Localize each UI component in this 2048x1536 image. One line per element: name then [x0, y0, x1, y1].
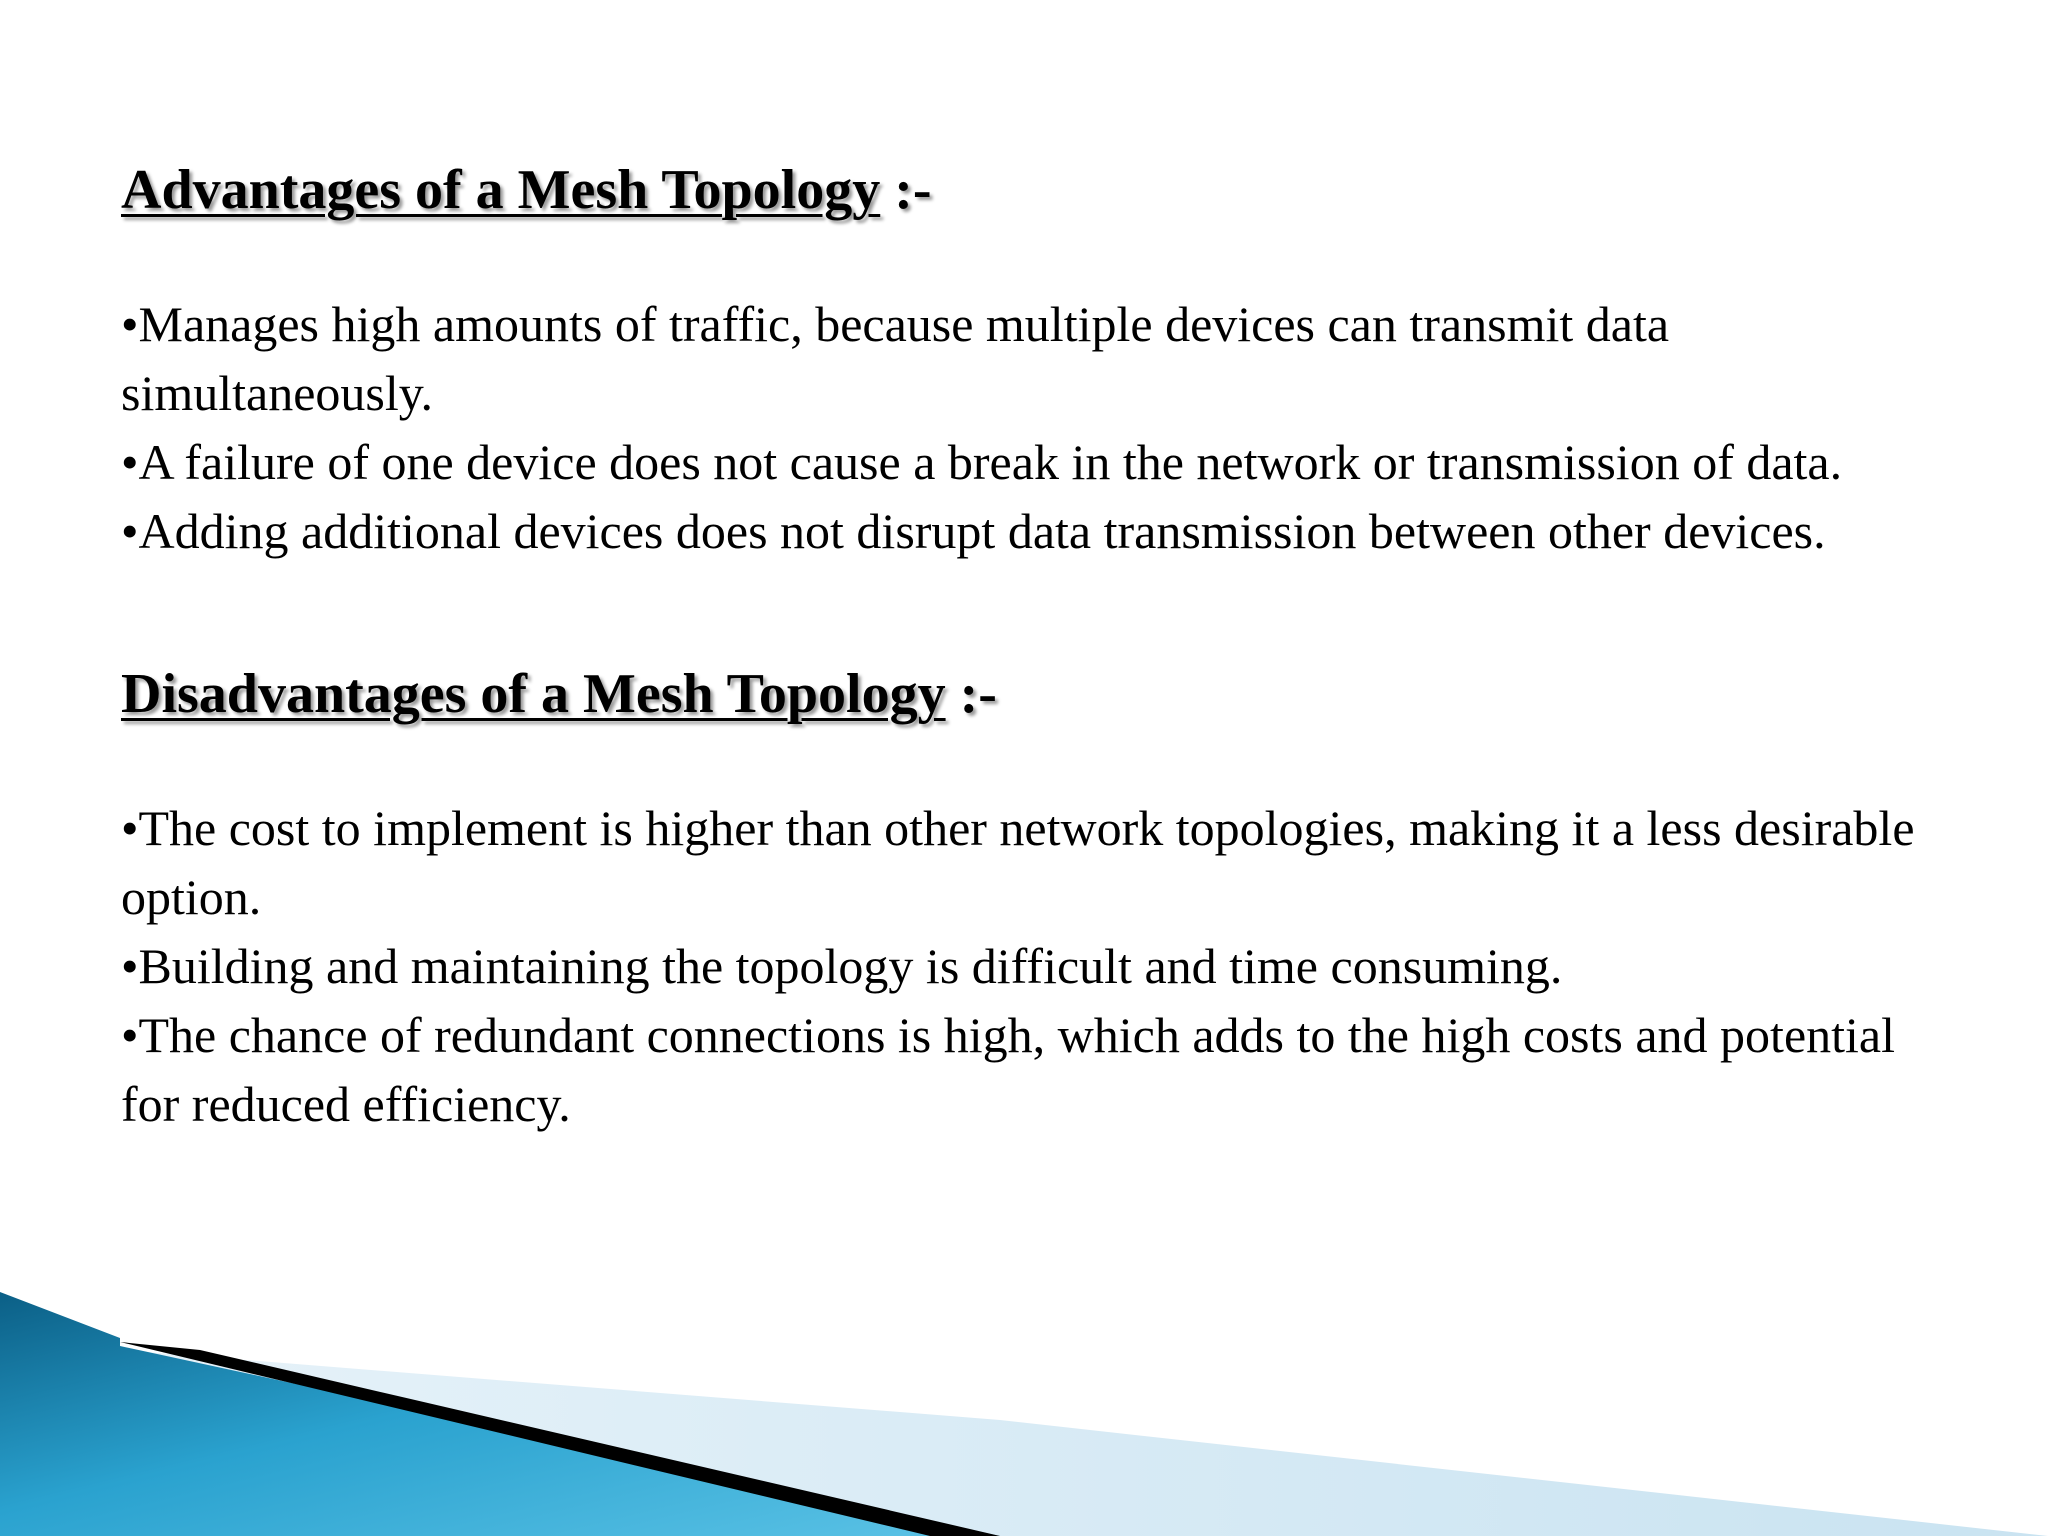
disadvantages-list — [121, 794, 1941, 1139]
advantage-item: •Manages high amounts of traffic, because multiple devices can transmit data simultaneously. — [121, 296, 1670, 421]
white-notch-shape — [120, 1330, 160, 1342]
advantage-item: •A failure of one device does not cause a break in the network or transmission of data. — [121, 434, 1843, 490]
slide-content — [121, 150, 1941, 1139]
advantages-heading-suffix: :- — [880, 159, 932, 221]
advantages-list — [121, 290, 1941, 566]
advantages-heading-title: Advantages of a Mesh Topology — [121, 159, 881, 221]
corner-swoosh-decoration — [0, 1280, 2048, 1536]
spacer — [121, 566, 1941, 654]
disadvantages-heading — [121, 654, 1941, 734]
disadvantage-item: •The cost to implement is higher than other network topologies, making it a less desirable option. — [121, 800, 1915, 925]
advantages-heading — [121, 150, 1941, 230]
spacer — [121, 734, 1941, 794]
spacer — [121, 230, 1941, 290]
disadvantage-item: •Building and maintaining the topology is difficult and time consuming. — [121, 938, 1563, 994]
disadvantages-heading-title: Disadvantages of a Mesh Topology — [121, 663, 946, 725]
advantage-item: •Adding additional devices does not disrupt data transmission between other devices. — [121, 503, 1826, 559]
disadvantages-heading-suffix: :- — [945, 663, 997, 725]
disadvantage-item: •The chance of redundant connections is high, which adds to the high costs and potential for reduced efficiency. — [121, 1007, 1895, 1132]
